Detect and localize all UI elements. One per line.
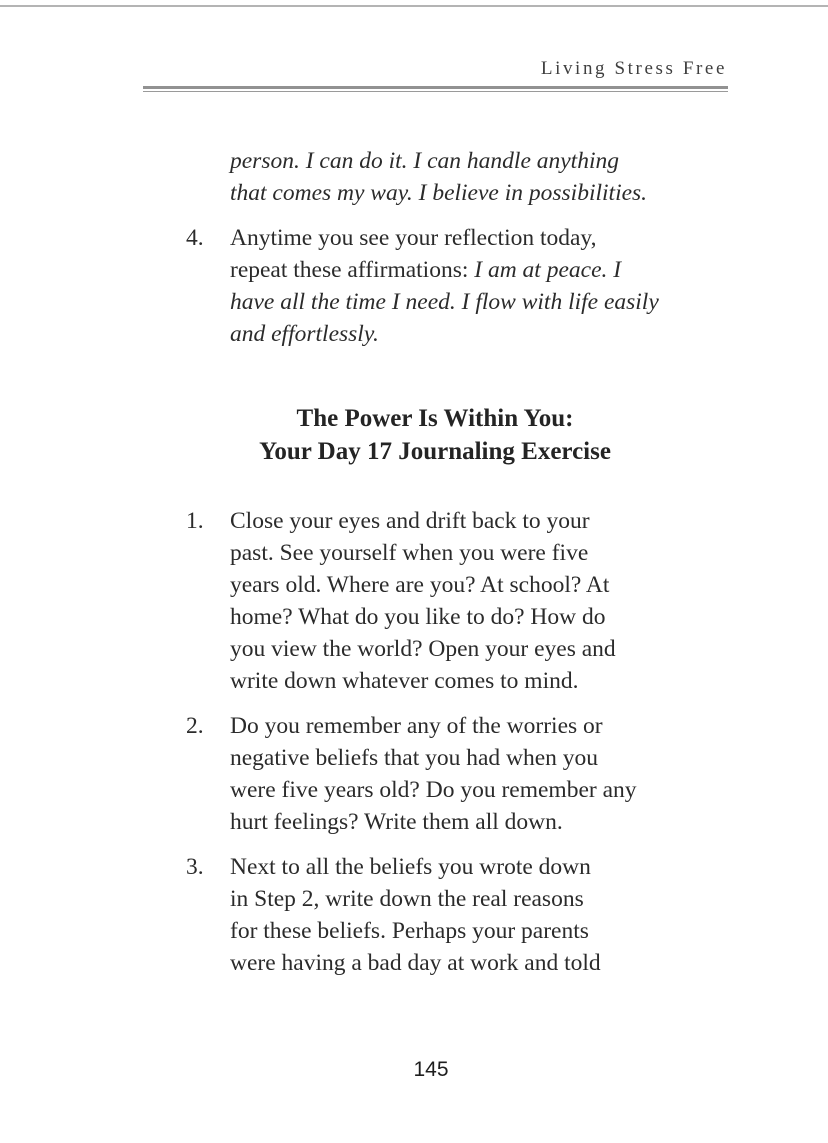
text-line bbox=[230, 851, 601, 883]
text-segment: you view the world? Open your eyes and bbox=[230, 636, 616, 662]
text-line bbox=[230, 177, 647, 209]
text-segment: were five years old? Do you remember any bbox=[230, 777, 637, 803]
text-line bbox=[230, 633, 616, 665]
list-item bbox=[186, 505, 684, 697]
text-segment: negative beliefs that you had when you bbox=[230, 745, 599, 771]
text-segment: for these beliefs. Perhaps your parents bbox=[230, 918, 589, 944]
item-number: 4. bbox=[186, 225, 204, 251]
item-number: 2. bbox=[186, 713, 204, 739]
text-line bbox=[230, 665, 616, 697]
text-segment: home? What do you like to do? How do bbox=[230, 604, 606, 630]
header-rule-thin bbox=[143, 91, 728, 92]
item-number bbox=[186, 145, 230, 209]
text-segment: hurt feelings? Write them all down. bbox=[230, 809, 563, 835]
page-content bbox=[186, 145, 684, 979]
header-rule-thick bbox=[143, 86, 728, 89]
text-line bbox=[230, 601, 616, 633]
running-header-title: Living Stress Free bbox=[540, 58, 727, 79]
italic-text-segment: person. I can do it. I can handle anything bbox=[230, 148, 619, 174]
item-text bbox=[230, 505, 616, 697]
text-line bbox=[230, 505, 616, 537]
italic-text-segment: I am at peace. I bbox=[474, 257, 622, 283]
text-line bbox=[230, 145, 647, 177]
heading-line: The Power Is Within You: bbox=[296, 405, 574, 432]
text-line bbox=[230, 883, 601, 915]
text-segment: in Step 2, write down the real reasons bbox=[230, 886, 584, 912]
italic-text-segment: have all the time I need. I flow with life easily bbox=[230, 289, 659, 315]
text-line bbox=[230, 286, 659, 318]
text-segment: years old. Where are you? At school? At bbox=[230, 572, 610, 598]
list-item bbox=[186, 851, 684, 979]
text-line bbox=[230, 318, 659, 350]
text-segment: were having a bad day at work and told bbox=[230, 950, 601, 976]
item-number: 1. bbox=[186, 508, 204, 534]
heading-line: Your Day 17 Journaling Exercise bbox=[259, 438, 611, 465]
list-item bbox=[186, 710, 684, 838]
item-number: 3. bbox=[186, 854, 204, 880]
item-text bbox=[230, 710, 637, 838]
text-line bbox=[230, 947, 601, 979]
text-line bbox=[230, 742, 637, 774]
text-segment: past. See yourself when you were five bbox=[230, 540, 589, 566]
text-line bbox=[230, 806, 637, 838]
text-line bbox=[230, 537, 616, 569]
item-text bbox=[230, 222, 659, 350]
text-line bbox=[230, 710, 637, 742]
page-number: 145 bbox=[413, 1058, 449, 1081]
text-line bbox=[230, 254, 659, 286]
italic-text-segment: and effortlessly. bbox=[230, 321, 379, 347]
section-heading bbox=[186, 402, 684, 468]
text-line bbox=[230, 569, 616, 601]
text-segment: Do you remember any of the worries or bbox=[230, 713, 603, 739]
item-text bbox=[230, 145, 647, 209]
text-line bbox=[230, 915, 601, 947]
text-line bbox=[230, 774, 637, 806]
page-top-edge-line bbox=[0, 5, 828, 7]
text-segment: Close your eyes and drift back to your bbox=[230, 508, 590, 534]
item-text bbox=[230, 851, 601, 979]
paragraph-continuation bbox=[186, 145, 684, 209]
italic-text-segment: that comes my way. I believe in possibilities. bbox=[230, 180, 648, 206]
text-segment: Anytime you see your reflection today, bbox=[230, 225, 597, 251]
text-segment: write down whatever comes to mind. bbox=[230, 668, 579, 694]
text-line bbox=[230, 222, 659, 254]
text-segment: Next to all the beliefs you wrote down bbox=[230, 854, 591, 880]
text-segment: repeat these affirmations: bbox=[230, 257, 475, 283]
list-item bbox=[186, 222, 684, 350]
